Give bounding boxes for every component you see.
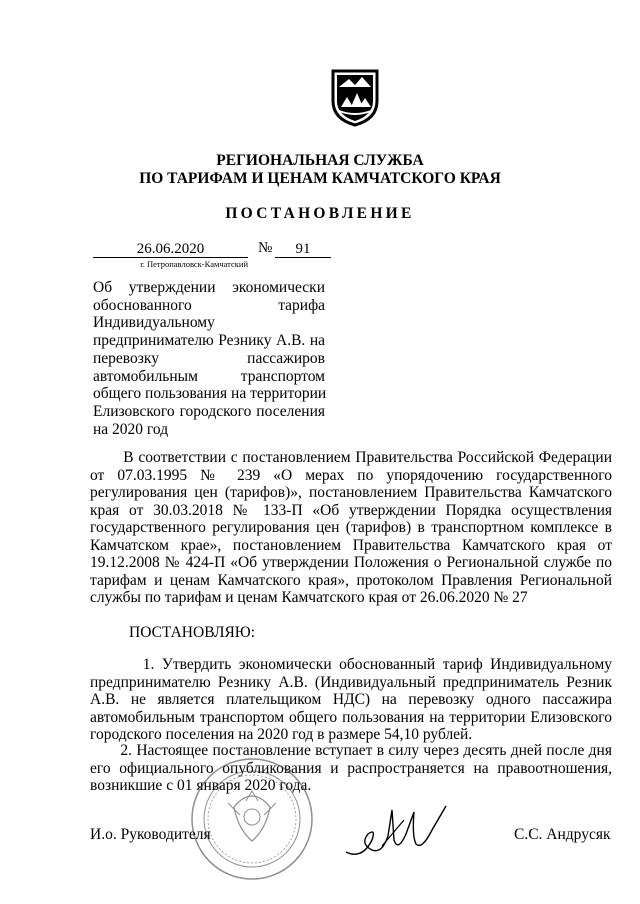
handwritten-signature-icon (342, 800, 452, 862)
paragraph-line: городского поселения на 2020 год в размере 54,10 рублей. (90, 726, 473, 743)
paragraph-line: В соответствии с постановлением Правительства Российской Федерации (90, 449, 612, 466)
official-seal-icon (188, 755, 316, 883)
preamble-paragraph (90, 449, 612, 607)
document-date: 26.06.2020 (136, 241, 205, 257)
number-underline (275, 257, 331, 258)
subject-line: предпринимателю Резнику А.В. на (93, 332, 325, 350)
date-underline (93, 257, 248, 258)
paragraph-line: его официального опубликования и распространяется на правоотношения, (90, 759, 612, 777)
document-subject (93, 279, 325, 438)
paragraph-line: автомобильным транспортом общего пользования на территории Елизовского (90, 708, 612, 726)
subject-line: автомобильным транспортом (93, 367, 325, 385)
paragraph-line: Камчатском крае», постановлением Правительства Камчатского края от (90, 536, 612, 554)
organization-name-line1: РЕГИОНАЛЬНАЯ СЛУЖБА (216, 152, 424, 169)
paragraph-line: государственного регулирования цен (тарифов) в транспортном комплексе в (90, 519, 612, 536)
subject-line: общего пользования на территории (93, 385, 327, 403)
paragraph-line: 19.12.2008 № 424-П «Об утверждении Положения о Региональной службе по (90, 554, 612, 571)
item-2-paragraph (90, 742, 612, 795)
paragraph-line: предпринимателю Резнику А.В. (Индивидуальный предприниматель Резник (90, 673, 612, 691)
subject-line: Елизовского городского поселения (93, 402, 325, 420)
subject-line: перевозку пассажиров (93, 349, 325, 367)
subject-line: Об утверждении экономически (93, 279, 325, 296)
paragraph-line: А.В. не является плательщиком НДС) на перевозку одного пассажира (90, 691, 612, 708)
organization-name-line2: ПО ТАРИФАМ И ЦЕНАМ КАМЧАТСКОГО КРАЯ (139, 170, 501, 187)
paragraph-line: края от 30.03.2018 № 133-П «Об утверждении Порядка осуществления (90, 501, 612, 519)
item-1-paragraph (90, 656, 612, 744)
paragraph-line: 1. Утвердить экономически обоснованный тариф Индивидуальному (90, 656, 612, 673)
paragraph-line: 2. Настоящее постановление вступает в силу через десять дней после дня (90, 742, 612, 759)
subject-line: обоснованного тарифа (93, 296, 325, 314)
paragraph-line: тарифам и ценам Камчатского края», протоколом Правления Региональной (90, 571, 612, 589)
subject-line: Индивидуальному (93, 314, 215, 332)
coat-of-arms-emblem (329, 67, 381, 127)
issue-city: г. Петропавловск-Камчатский (140, 259, 248, 269)
subject-line: на 2020 год (93, 420, 169, 438)
signatory-position: И.о. Руководителя (90, 826, 211, 843)
document-number: 91 (295, 241, 311, 257)
number-sign: № (258, 240, 273, 256)
resolve-heading: ПОСТАНОВЛЯЮ: (129, 624, 256, 641)
paragraph-line: возникшие с 01 января 2020 года. (90, 777, 312, 794)
paragraph-line: от 07.03.1995 № 239 «О мерах по упорядочению государственного (90, 466, 612, 484)
signatory-name: С.С. Андрусяк (514, 826, 611, 843)
paragraph-line: регулирования цен (тарифов)», постановлением Правительства Камчатского (90, 484, 612, 501)
paragraph-line: службы по тарифам и ценам Камчатского края от 26.06.2020 № 27 (90, 589, 528, 606)
document-type-title: ПОСТАНОВЛЕНИЕ (225, 205, 415, 222)
